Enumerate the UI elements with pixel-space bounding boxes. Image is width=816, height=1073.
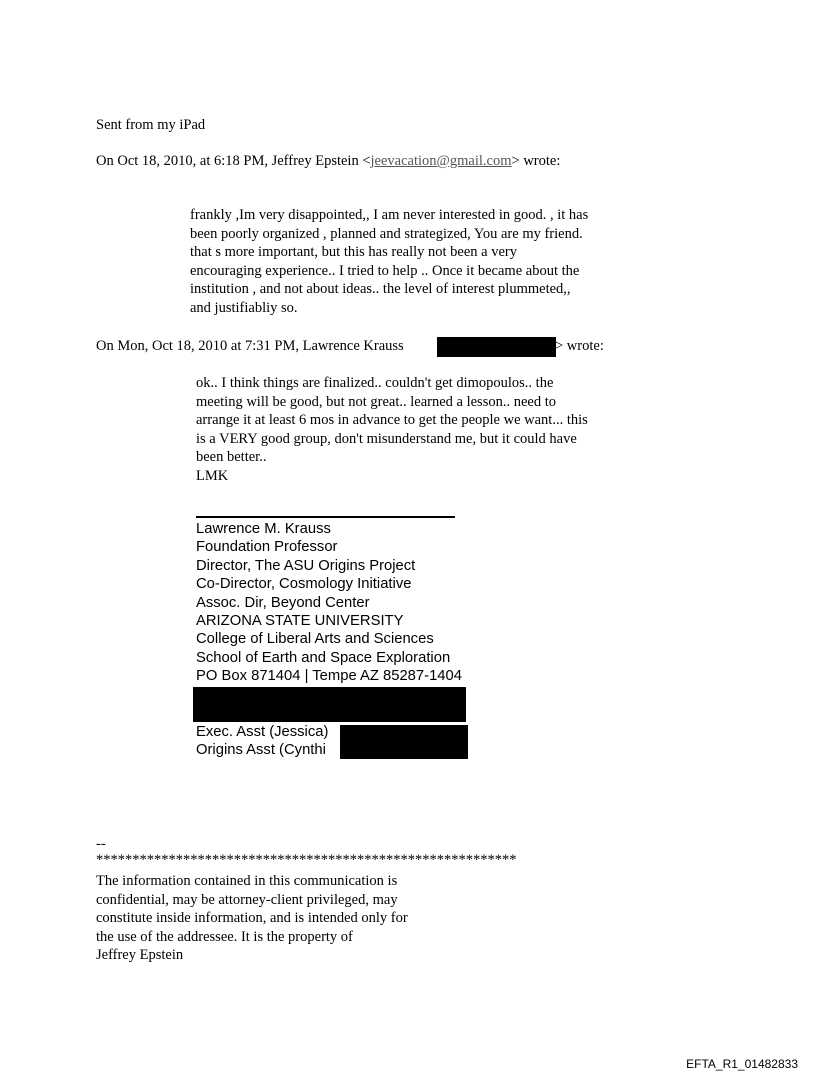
signature-line: ARIZONA STATE UNIVERSITY	[196, 613, 404, 630]
message-line: institution , and not about ideas.. the level of interest plummeted,,	[190, 281, 571, 297]
document-id	[686, 1057, 798, 1071]
disclaimer-line: Jeffrey Epstein	[96, 947, 184, 963]
krauss-header-prefix: On Mon, Oct 18, 2010 at 7:31 PM, Lawrence Krauss	[96, 338, 404, 354]
signature-block	[196, 520, 462, 686]
separator-dash	[96, 835, 106, 854]
disclaimer-block	[96, 872, 408, 965]
signature-line: Assoc. Dir, Beyond Center	[196, 594, 370, 611]
krauss-message-body	[196, 374, 588, 485]
document-id-text: EFTA_R1_01482833	[686, 1057, 798, 1071]
disclaimer-line: constitute inside information, and is intended only for	[96, 910, 408, 926]
signature-line: College of Liberal Arts and Sciences	[196, 631, 434, 648]
signature-line: Co-Director, Cosmology Initiative	[196, 576, 412, 593]
redaction-block-assistants	[340, 725, 468, 759]
message-line: LMK	[196, 467, 229, 484]
signature-line: Foundation Professor	[196, 539, 338, 556]
assistants-block	[196, 723, 328, 760]
message-line: is a VERY good group, don't misunderstand me, but it could have	[196, 430, 577, 447]
reply-header-prefix: On Oct 18, 2010, at 6:18 PM, Jeffrey Epstein <	[96, 153, 371, 169]
sent-from-line	[96, 116, 205, 135]
message-line: that s more important, but this has really not been a very	[190, 244, 517, 260]
sender-email-link[interactable]: jeevacation@gmail.com	[370, 153, 512, 169]
redaction-block-phone	[193, 687, 466, 722]
sent-from-text: Sent from my iPad	[96, 117, 206, 133]
separator-stars-text: **********************************************************	[96, 852, 517, 868]
message-line: arrange it at least 6 mos in advance to get the people we want... this	[196, 412, 588, 428]
epstein-message-body	[190, 206, 588, 317]
assistant-line: Exec. Asst (Jessica)	[196, 724, 329, 740]
disclaimer-line: The information contained in this communication is	[96, 873, 398, 889]
message-line: been better..	[196, 449, 267, 465]
disclaimer-line: confidential, may be attorney-client privileged, may	[96, 891, 398, 908]
epstein-reply-header	[96, 152, 560, 171]
message-line: meeting will be good, but not great.. learned a lesson.. need to	[196, 393, 556, 410]
redaction-block-email	[437, 337, 556, 357]
message-line: encouraging experience.. I tried to help .. Once it became about the	[190, 262, 580, 279]
krauss-reply-header	[96, 337, 404, 356]
separator-dash-text: --	[96, 836, 106, 852]
separator-stars	[96, 852, 517, 869]
krauss-header-suffix-wrap	[555, 337, 604, 356]
signature-line: School of Earth and Space Exploration	[196, 649, 451, 666]
message-line: and justifiabliy so.	[190, 299, 298, 316]
message-line: frankly ,Im very disappointed,, I am never interested in good. , it has	[190, 207, 589, 223]
message-line: been poorly organized , planned and strategized, You are my friend.	[190, 225, 583, 242]
assistant-line: Origins Asst (Cynthi	[196, 742, 326, 759]
signature-address: PO Box 871404 | Tempe AZ 85287-1404	[196, 668, 462, 685]
message-line: ok.. I think things are finalized.. couldn't get dimopoulos.. the	[196, 375, 554, 391]
krauss-header-suffix: > wrote:	[555, 338, 604, 354]
signature-divider	[196, 516, 455, 518]
reply-header-suffix: > wrote:	[511, 153, 561, 169]
signature-line: Director, The ASU Origins Project	[196, 557, 416, 574]
signature-name: Lawrence M. Krauss	[196, 521, 331, 537]
disclaimer-line: the use of the addressee. It is the property of	[96, 928, 353, 945]
